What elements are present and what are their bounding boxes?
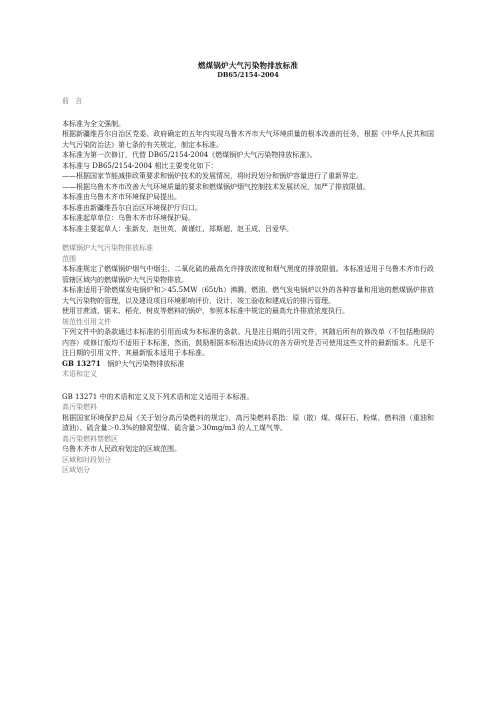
foreword-heading: 前 言 (62, 97, 85, 105)
foreword-paragraph: 本标准为全文强制。 (62, 119, 125, 128)
foreword-paragraph: 本标准与 DB65/2154-2004 相比主要变化如下： (62, 161, 218, 170)
scope-paragraph: 使用甘蔗渣、锯末、稻壳、树皮等燃料的锅炉，参照本标准中规定的最高允许排放浓度执行。 (62, 307, 349, 315)
foreword-paragraph: ——根据国家节能减排政策要求和锅炉技术的发展情况，将时段划分和锅炉容量进行了重新界定。 (62, 172, 363, 180)
term-heading: 区域划分 (62, 466, 90, 474)
foreword-paragraph: 本标准由新疆维吾尔自治区环境保护厅归口。 (62, 203, 202, 212)
foreword-paragraph: 根据新疆维吾尔自治区党委、政府确定的五年内实现乌鲁木齐市大气环境质量的根本改善的任务，根据《中华人民共和国大气污染防治法》第七条的有关规定，制定本标准。 (62, 130, 434, 149)
scope-paragraph: 本标准规定了燃煤锅炉烟气中烟尘、二氧化硫的最高允许排放浓度和烟气黑度的排放限值。本标准适用于乌鲁木齐市行政管辖区域内的燃煤锅炉大气污染物排放。 (62, 265, 434, 284)
section-heading: 燃煤锅炉大气污染物排放标准 (62, 244, 153, 252)
foreword-paragraph: 本标准主要起草人：张新友、赵世英、黄谨红、郑斯超、赵玉成、吕爱华。 (62, 224, 293, 233)
term-heading: 区域和时段划分 (62, 455, 111, 464)
term-definition: 根据国家环境保护总局《关于划分高污染燃料的规定》，高污染燃料系指：原（散）煤、煤矸石、粉煤、燃料油（重油和渣油）、硫含量＞0.3%的蜂窝型煤、硫含量＞30mg/m3 的人工煤气等。 (62, 413, 434, 432)
term-definition: 乌鲁木齐市人民政府划定的区域范围。 (62, 445, 181, 453)
term-heading: 高污染燃料 (62, 403, 97, 411)
foreword-paragraph: 本标准为第一次修订，代替 DB65/2154-2004《燃煤锅炉大气污染物排放标准》。 (62, 151, 317, 159)
foreword-paragraph: ——根据乌鲁木齐市改善大气环境质量的要求和燃煤锅炉烟气控制技术发展状况，加严了排放限值。 (62, 182, 370, 191)
reference-entry (62, 359, 434, 370)
foreword-paragraph: 本标准由乌鲁木齐市环境保护局提出。 (62, 193, 181, 201)
normative-refs-paragraph: 下列文件中的条款通过本标准的引用而成为本标准的条款。凡是注日期的引用文件，其随后所有的修改单（不包括勘误的内容）或修订版均不适用于本标准，然而，鼓励根据本标准达成协议的各方研究是否可使用这些文件的最新版本。凡是不注日期的引用文件，其最新版本适用于本标准。 (62, 328, 434, 357)
term-heading: 高污染燃料禁燃区 (62, 434, 118, 443)
terms-heading: 术语和定义 (62, 370, 97, 378)
reference-code: GB 13271 (62, 358, 101, 368)
normative-refs-heading: 规范性引用文件 (62, 317, 111, 326)
document-body (62, 96, 434, 476)
document-title: 燃煤锅炉大气污染物排放标准 (197, 61, 299, 70)
scope-paragraph: 本标准适用于除燃煤发电锅炉和＞45.5MW（65t/h）沸腾、燃油、燃气发电锅炉以外的各种容量和用途的燃煤锅炉排放大气污染物的管理，以及建设项目环境影响评价、设计、竣工验收和建成后的排污管理。 (62, 286, 434, 305)
scope-heading: 范围 (62, 254, 76, 263)
terms-paragraph: GB 13271 中的术语和定义及下列术语和定义适用于本标准。 (62, 392, 254, 401)
foreword-paragraph: 本标准起草单位：乌鲁木齐市环境保护局。 (62, 214, 195, 222)
reference-title: 锅炉大气污染物排放标准 (107, 359, 185, 368)
document-code: DB65/2154-2004 (217, 71, 279, 79)
